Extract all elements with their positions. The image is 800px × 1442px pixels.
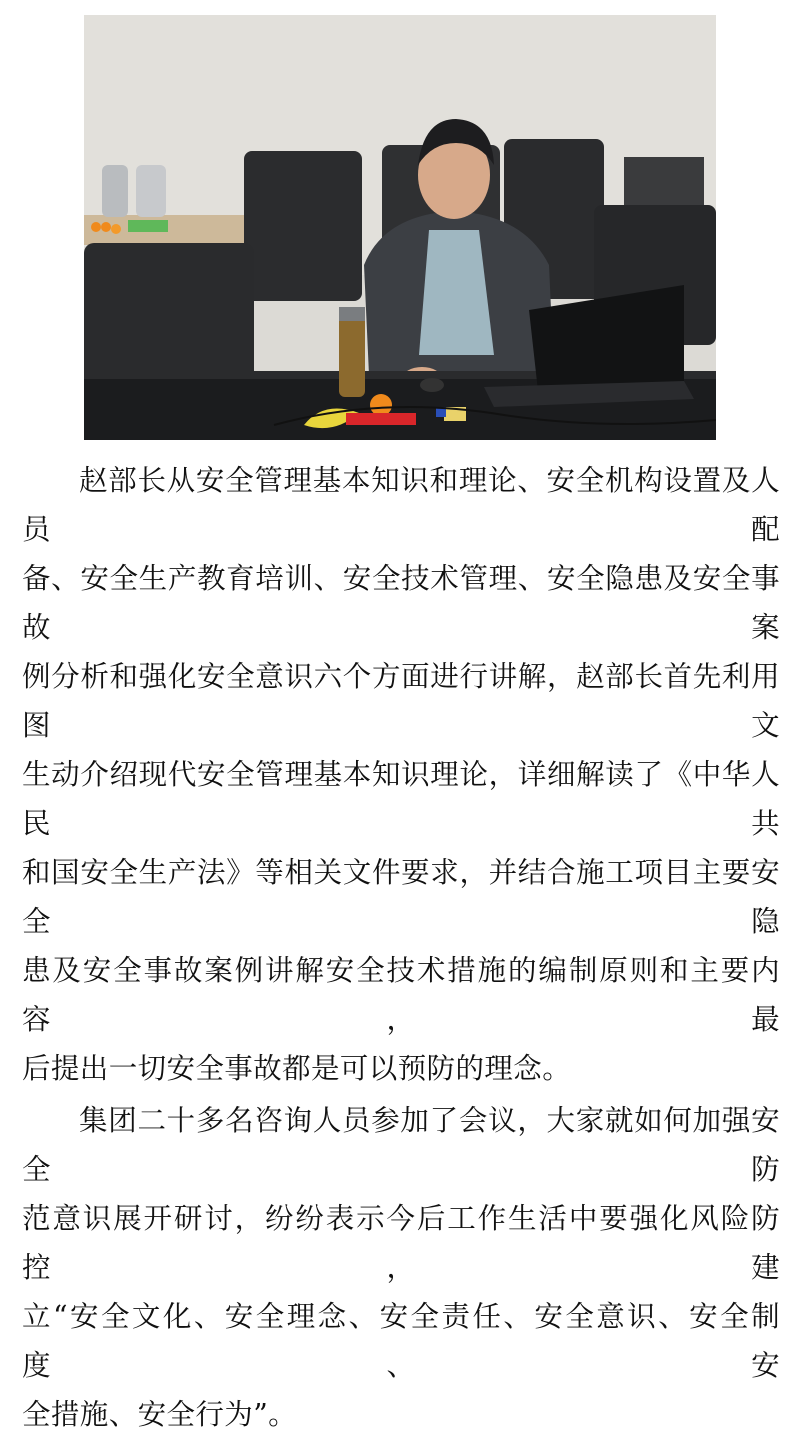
text-line: 全措施、安全行为”。 — [22, 1398, 298, 1431]
paragraph-1 — [22, 456, 780, 1093]
meeting-photo-illustration — [84, 15, 716, 440]
text-line: 赵部长从安全管理基本知识和理论、安全机构设置及人员配 — [22, 464, 780, 546]
text-line: 生动介绍现代安全管理基本知识理论，详细解读了《中华人民共 — [22, 758, 780, 840]
text-line: 例分析和强化安全意识六个方面进行讲解，赵部长首先利用图文 — [22, 660, 780, 742]
text-line: 备、安全生产教育培训、安全技术管理、安全隐患及安全事故案 — [22, 562, 780, 644]
text-line: 范意识展开研讨，纷纷表示今后工作生活中要强化风险防控，建 — [22, 1202, 780, 1284]
text-line: 后提出一切安全事故都是可以预防的理念。 — [22, 1052, 572, 1085]
meeting-photo — [84, 15, 716, 440]
article-body — [22, 456, 780, 1442]
text-line: 患及安全事故案例讲解安全技术措施的编制原则和主要内容，最 — [22, 954, 780, 1036]
paragraph-2 — [22, 1096, 780, 1439]
text-line: 和国安全生产法》等相关文件要求，并结合施工项目主要安全隐 — [22, 856, 780, 938]
text-line: 集团二十多名咨询人员参加了会议，大家就如何加强安全防 — [22, 1104, 780, 1186]
text-line: 立“安全文化、安全理念、安全责任、安全意识、安全制度、安 — [22, 1300, 780, 1382]
